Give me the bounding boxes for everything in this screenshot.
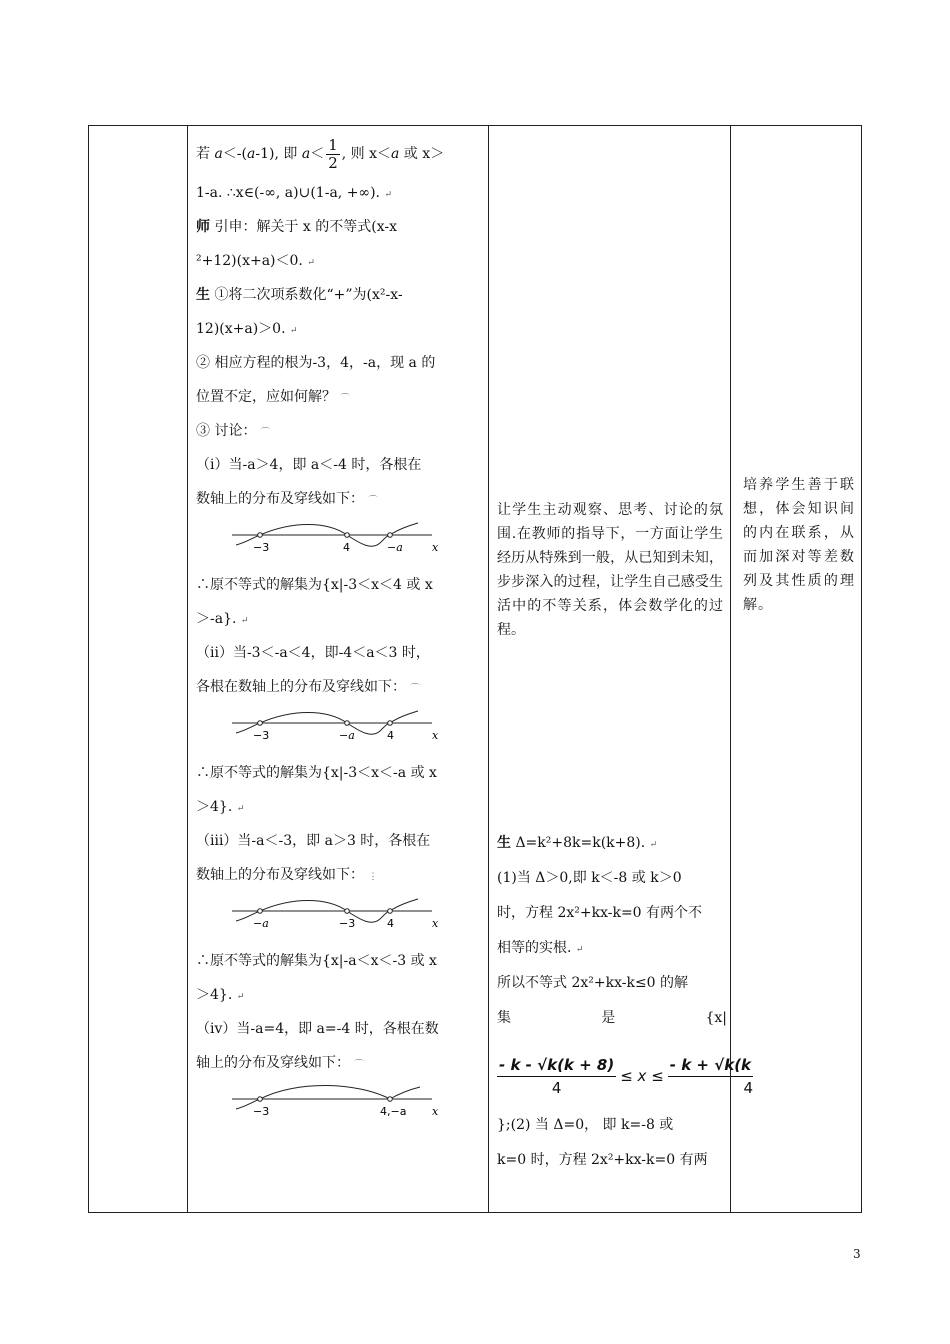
text-line: ③ 讨论： ⌒ [196,423,270,439]
text-line: 各根在数轴上的分布及穿线如下： ⌒ [196,679,420,695]
text-line: ＞-a}. ↵ [196,611,249,627]
text-line: ＞4}. ↵ [196,799,245,815]
text-line: 生 Δ=k²+8k=k(k+8). ↵ [497,835,658,851]
text-line: 若 a＜-(a-1), 即 a＜ $\frac{1}{2}$ , 则 x＜a 或 x＞ [196,135,445,172]
page-number: 3 [853,1247,861,1261]
teaching-process-cell [188,126,488,1212]
tick-label: 4 [343,541,350,554]
text-line: ② 相应方程的根为-3，4，-a，现 a 的 [196,355,436,371]
text-line: 数轴上的分布及穿线如下： ⌒ [196,491,378,507]
lesson-table [88,125,862,1213]
text-line: 时，方程 2x²+kx-k=0 有两个不 [497,905,703,921]
root-point [258,909,263,914]
text-line: 师 引申：解关于 x 的不等式(x-x [196,219,397,235]
tick-label: 4 [387,917,394,930]
tick-label: −a [253,917,269,930]
text-line: k=0 时，方程 2x²+kx-k=0 有两 [497,1152,708,1168]
axis-x-label: x [432,1105,439,1118]
text-line: 相等的实根. ↵ [497,940,584,956]
number-line-diagram-4 [222,1082,452,1128]
text-line: 生 ①将二次项系数化“+”为(x²-x- [196,287,403,303]
text-line: ∴原不等式的解集为{x|-a＜x＜-3 或 x [196,953,437,969]
text-line: （ⅰ）当-a＞4，即 a＜-4 时，各根在 [196,457,422,473]
text-line: （ⅲ）当-a＜-3，即 a＞3 时，各根在 [196,833,431,849]
text-line: ＞4}. ↵ [196,987,245,1003]
tick-label: −a [387,541,403,554]
text-line: 12)(x+a)＞0. ↵ [196,321,298,337]
tick-label: −a [339,729,355,742]
root-point [345,721,350,726]
tick-label: −3 [253,729,270,742]
root-point [388,1097,393,1102]
goal-cell [731,126,862,1212]
lower-bound-fraction: $\frac{- k - √k(k + 8)}{4}$ [499,1055,615,1097]
root-point [388,909,393,914]
tick-label: −3 [253,1105,270,1118]
text-line: };(2) 当 Δ=0， 即 k=-8 或 [497,1117,674,1133]
text-line: 轴上的分布及穿线如下： ⌒ [196,1055,364,1071]
root-point [388,533,393,538]
root-point [258,533,263,538]
axis-x-label: x [432,541,439,554]
tick-label: −3 [339,917,356,930]
design-intent-cell [489,126,754,1212]
root-point [388,721,393,726]
tick-label: 4 [387,729,394,742]
text-line: 集 是 {x| [497,1010,727,1026]
text-line: ∴原不等式的解集为{x|-3＜x＜4 或 x [196,577,433,593]
text-line: (1)当 Δ＞0,即 k＜-8 或 k＞0 [497,870,682,886]
fraction-one-half: $\frac{1}{2}$ [328,135,338,172]
text-line: 1-a. ∴x∈(-∞, a)∪(1-a, +∞). ↵ [196,185,392,201]
student-solution [497,826,754,1178]
tick-label: −3 [253,541,270,554]
text-line: 位置不定，应如何解？ ⌒ [196,389,350,405]
text-line: 所以不等式 2x²+kx-k≤0 的解 [497,975,689,991]
tick-label: 4,−a [380,1105,407,1118]
axis-x-label: x [432,917,439,930]
number-line-diagram-3 [222,894,452,940]
number-line-diagram-1 [222,518,452,564]
axis-x-label: x [432,729,439,742]
goal-paragraph: 培养学生善于联想，体会知识间的内在联系，从而加深对等差数列及其性质的理解。 [743,477,855,613]
root-point [258,721,263,726]
root-point [345,533,350,538]
solution-inequality: $\frac{- k - √k(k + 8)}{4}$ ≤ x ≤ $\frac{- k + √k(k}{4}$ [499,1055,754,1097]
design-paragraph: 让学生主动观察、思考、讨论的氛围.在教师的指导下，一方面让学生经历从特殊到一般，从已知到未知，步步深入的过程，让学生自己感受生活中的不等关系，体会数学化的过程。 [497,502,723,638]
number-line-diagram-2 [222,706,452,752]
text-line: ∴原不等式的解集为{x|-3＜x＜-a 或 x [196,765,437,781]
root-point [258,1097,263,1102]
text-line: （ⅳ）当-a=4，即 a=-4 时，各根在数 [196,1021,439,1037]
text-line: ²+12)(x+a)＜0. ↵ [196,253,315,269]
empty-column-cell [89,126,187,1212]
text-line: 数轴上的分布及穿线如下： ⋮ [196,867,378,883]
root-point [345,909,350,914]
upper-bound-fraction: $\frac{- k + √k(k}{4}$ [669,1055,754,1097]
text-line: （ⅱ）当-3＜-a＜4，即-4＜a＜3 时， [196,645,430,661]
